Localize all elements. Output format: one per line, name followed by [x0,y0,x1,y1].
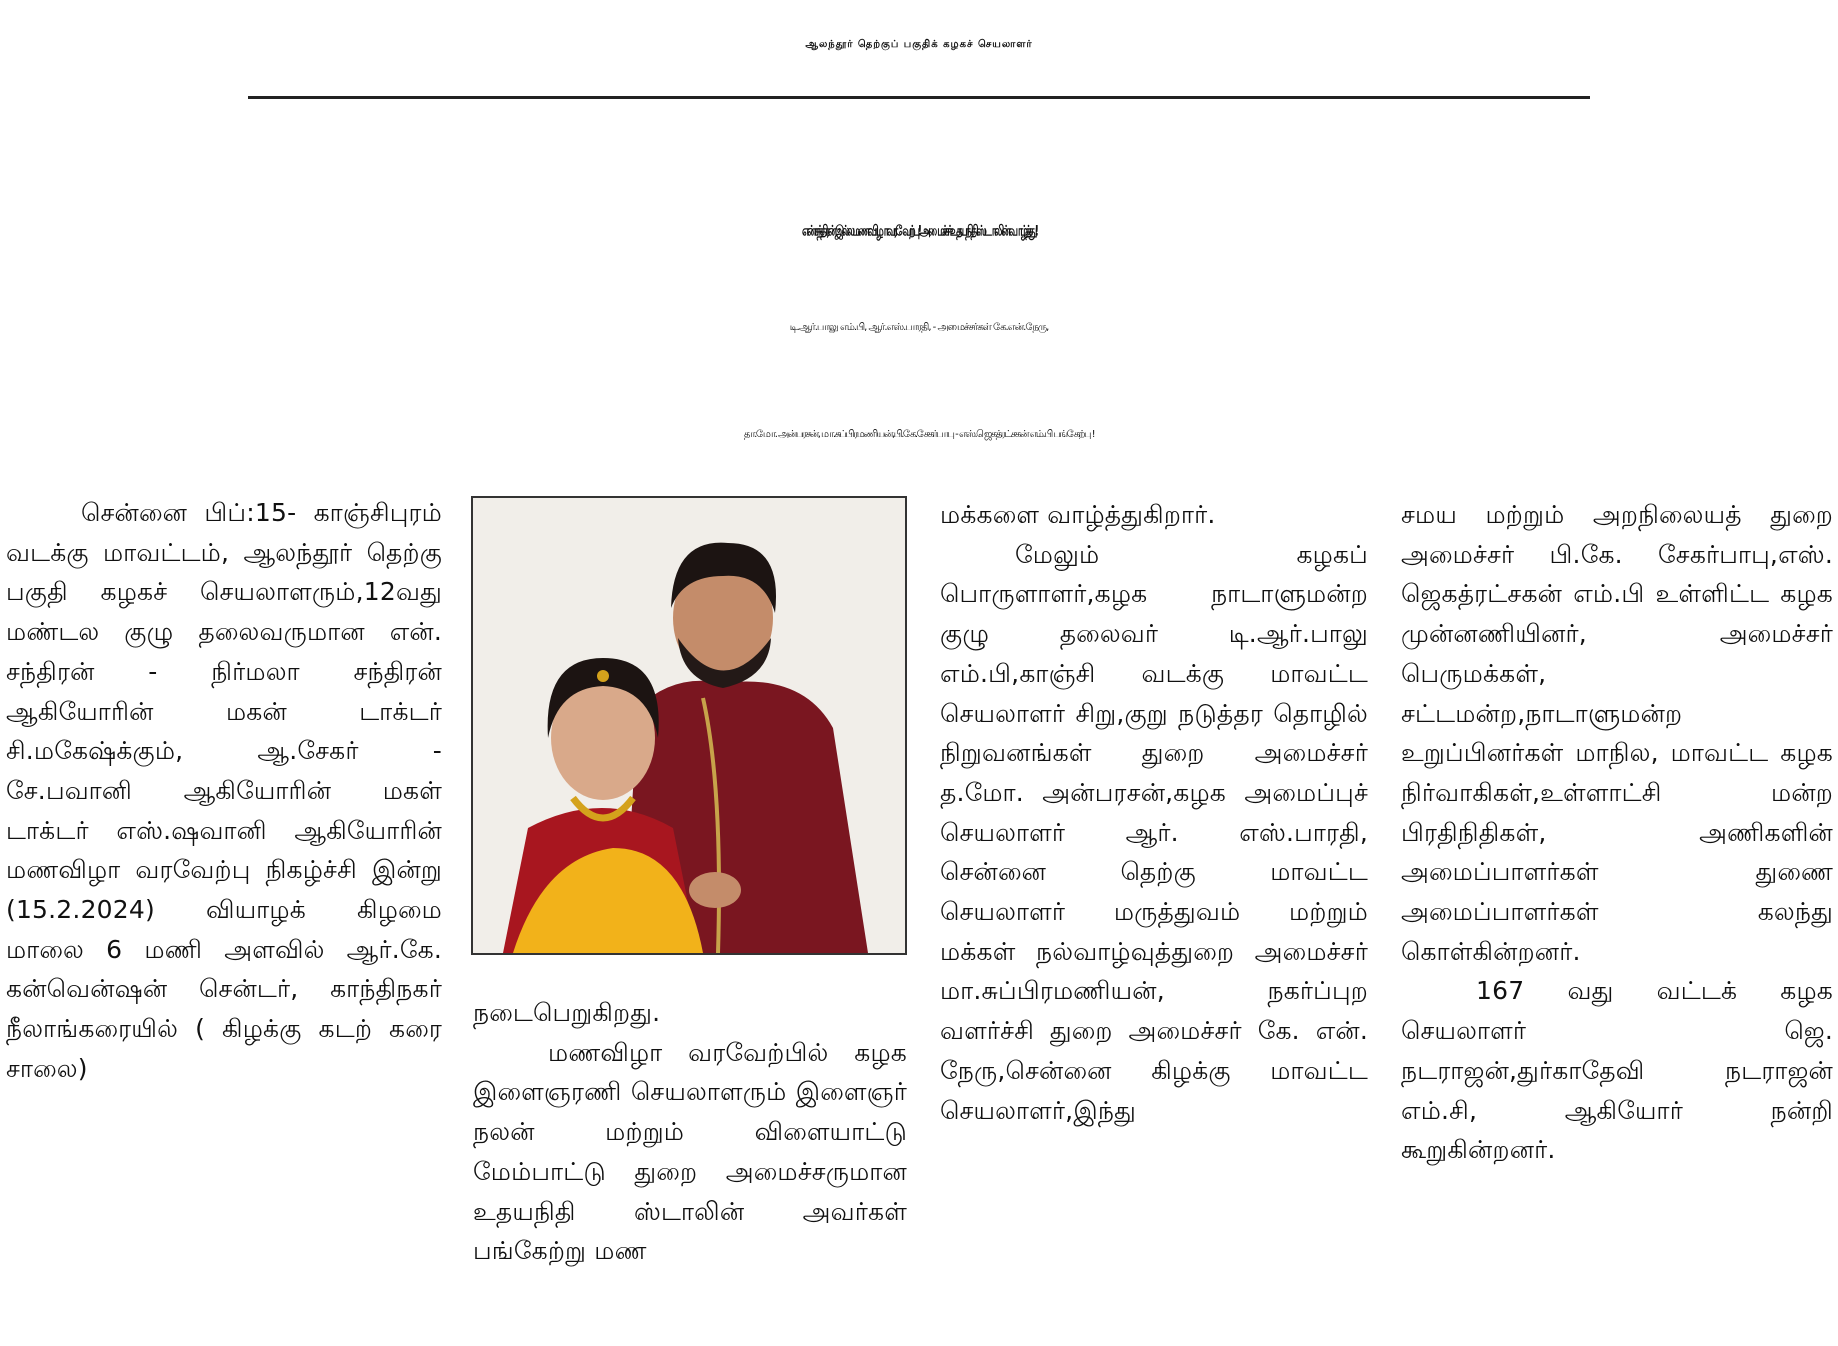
paragraph: சென்னை பிப்:15- காஞ்சிபுரம் வடக்கு மாவட்டம், ஆலந்தூர் தெற்கு பகுதி கழகச் செயலாளரும்,12வது மண்டல குழு தலைவருமான என். சந்திரன் - நிர்மலா சந்திரன் ஆகியோரின் மகன் டாக்டர் சி.மகேஷ்க்கும், ஆ.சேகர் - சே.பவானி ஆகியோரின் மகள் டாக்டர் எஸ்.ஷவானி ஆகியோரின் மணவிழா வரவேற்பு நிகழ்ச்சி இன்று (15.2.2024) வியாழக் கிழமை மாலை 6 மணி அளவில் ஆர்.கே. கன்வென்ஷன் சென்டர், காந்திநகர் நீலாங்கரையில் ( கிழக்கு கடற் கரை சாலை) [6,498,442,1083]
kicker-title: ஆலந்தூர் தெற்குப் பகுதிக் கழகச் செயலாளர் [805,39,1033,50]
headline: என்.சந்திரன் இல்ல மணவிழா வரவேற்பு ! அமைச்சர் உதயநிதி ஸ்டாலின் வாழ்த்து! [801,224,1037,240]
paragraph: 167 வது வட்டக் கழக செயலாளர் ஜெ. நடராஜன்,துர்காதேவி நடராஜன் எம்.சி, ஆகியோர் நன்றி கூறுகின்றனர். [1401,976,1833,1165]
kicker-rule [248,96,1590,99]
subheadline-1: டி.ஆர்.பாலு எம்.பி, ஆர்.எஸ்.பாரதி, - அமைச்சர்கள் கே.என்.நேரு, [789,322,1049,333]
paragraph: மக்களை வாழ்த்துகிறார். [940,500,1216,529]
paragraph: மேலும் கழகப் பொருளாளர்,கழக நாடாளுமன்ற குழு தலைவர் டி.ஆர்.பாலு எம்.பி,காஞ்சி வடக்கு மாவட்ட செயலாளர் சிறு,குறு நடுத்தர தொழில் நிறுவனங்கள் துறை அமைச்சர் த.மோ. அன்பரசன்,கழக அமைப்புச் செயலாளர் ஆர். எஸ்.பாரதி, சென்னை தெற்கு மாவட்ட செயலாளர் மருத்துவம் மற்றும் மக்கள் நல்வாழ்வுத்துறை அமைச்சர் மா.சுப்பிரமணியன், நகர்ப்புற வளர்ச்சி துறை அமைச்சர் கே. என். நேரு,சென்னை கிழக்கு மாவட்ட செயலாளர்,இந்து [940,539,1368,1125]
article-column-1 [6,493,442,1089]
paragraph: மணவிழா வரவேற்பில் கழக இளைஞரணி செயலாளரும் இளைஞர் நலன் மற்றும் விளையாட்டு மேம்பாட்டு துறை அமைச்சருமான உதயநிதி ஸ்டாலின் அவர்கள் பங்கேற்று மண [473,1037,907,1266]
paragraph: நடைபெறுகிறது. [473,998,661,1027]
couple-photo [471,496,907,955]
article-column-3 [940,495,1368,1130]
article-column-4 [1401,495,1833,1170]
article-column-2 [473,993,907,1271]
paragraph: சமய மற்றும் அறநிலையத் துறை அமைச்சர் பி.கே. சேகர்பாபு,எஸ். ஜெகத்ரட்சகன் எம்.பி உள்ளிட்ட கழக முன்னணியினர், அமைச்சர் பெருமக்கள், சட்டமன்ற,நாடாளுமன்ற உறுப்பினர்கள் மாநில, மாவட்ட கழக நிர்வாகிகள்,உள்ளாட்சி மன்ற பிரதிநிதிகள், அணிகளின் அமைப்பாளர்கள் துணை அமைப்பாளர்கள் கலந்து கொள்கின்றனர். [1401,500,1833,966]
subheadline-2: தா.மோ. அன்பரசன், மா.சுப்பிரமணியன்,பி.கே.சேகர்பாபு - எஸ்.ஜெகத்ரட்சகன் எம்.பி பங்கேற்பு ! [743,429,1095,440]
couple-photo-icon [473,498,905,953]
